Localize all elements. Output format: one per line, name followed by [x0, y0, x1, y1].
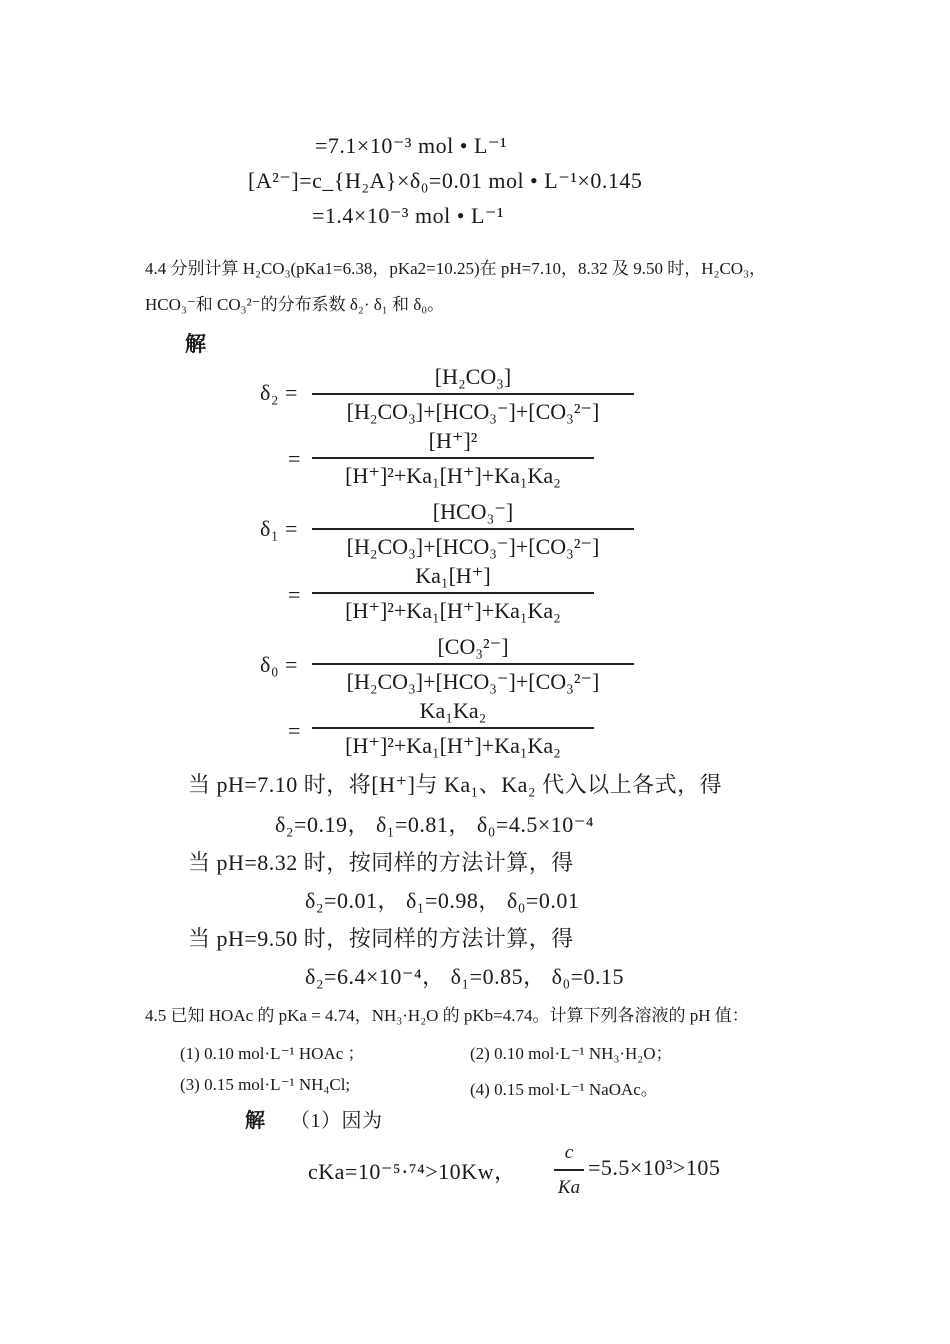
delta2-fraction	[312, 364, 634, 425]
problem-4-5-item: (4) 0.15 mol·L⁻¹ NaOAc。	[470, 1080, 658, 1099]
fraction-numerator: c	[564, 1142, 574, 1163]
result-ph1-values: δ₂=0.19， δ₁=0.81， δ₀=4.5×10⁻⁴	[275, 812, 595, 837]
delta1-fraction-k	[312, 563, 594, 624]
problem-4-5-item: (3) 0.15 mol·L⁻¹ NH₄Cl;	[180, 1075, 351, 1094]
fraction-denominator: [H₂CO₃]+[HCO₃⁻]+[CO₃²⁻]	[346, 398, 600, 424]
fraction-bar	[554, 1169, 584, 1171]
fraction-bar	[312, 663, 634, 665]
final-fraction	[554, 1140, 584, 1201]
solution-step: （1）因为	[290, 1110, 383, 1132]
fraction-numerator: Ka₁[H⁺]	[415, 563, 491, 588]
equation-line: =7.1×10⁻³ mol • L⁻¹	[315, 133, 508, 158]
fraction-numerator: [H⁺]²	[428, 428, 478, 453]
fraction-numerator: [CO₃²⁻]	[437, 634, 509, 659]
fraction-bar	[312, 528, 634, 530]
fraction-denominator: Ka	[557, 1176, 581, 1198]
final-equation-right: =5.5×10³>105	[588, 1155, 721, 1180]
problem-4-4-line1: 4.4 分别计算 H₂CO₃(pKa1=6.38，pKa2=10.25)在 pH=7.10，8.32 及 9.50 时，H₂CO₃，	[145, 259, 766, 278]
delta1-fraction	[312, 499, 634, 560]
delta2-fraction-k	[312, 428, 594, 489]
fraction-denominator: [H⁺]²+Ka₁[H⁺]+Ka₁Ka₂	[345, 597, 561, 623]
delta0-fraction-k	[312, 698, 594, 759]
fraction-denominator: [H⁺]²+Ka₁[H⁺]+Ka₁Ka₂	[345, 732, 561, 758]
delta1-label: δ₁ =	[260, 516, 298, 541]
fraction-numerator: Ka₁Ka₂	[419, 698, 487, 723]
problem-4-5-item: (1) 0.10 mol·L⁻¹ HOAc ；	[180, 1044, 365, 1063]
equals-sign: =	[288, 582, 301, 607]
result-ph2-values: δ₂=0.01， δ₁=0.98， δ₀=0.01	[305, 888, 580, 913]
equation-line: =1.4×10⁻³ mol • L⁻¹	[312, 203, 505, 228]
problem-4-5-item: (2) 0.10 mol·L⁻¹ NH₃·H₂O；	[470, 1044, 673, 1063]
delta0-fraction	[312, 634, 634, 695]
solution-label: 解	[245, 1110, 265, 1132]
fraction-bar	[312, 457, 594, 459]
fraction-bar	[312, 393, 634, 395]
final-equation-left: cKa=10⁻⁵·⁷⁴>10Kw，	[308, 1159, 517, 1184]
fraction-numerator: [H₂CO₃]	[434, 364, 512, 389]
equals-sign: =	[288, 446, 301, 471]
fraction-denominator: [H₂CO₃]+[HCO₃⁻]+[CO₃²⁻]	[346, 668, 600, 694]
fraction-bar	[312, 727, 594, 729]
result-ph2-text: 当 pH=8.32 时，按同样的方法计算，得	[188, 850, 574, 875]
delta0-label: δ₀ =	[260, 652, 298, 677]
problem-4-5-line1: 4.5 已知 HOAc 的 pKa = 4.74，NH₃·H₂O 的 pKb=4.74。计算下列各溶液的 pH 值：	[145, 1006, 749, 1025]
fraction-numerator: [HCO₃⁻]	[432, 499, 514, 524]
fraction-bar	[312, 592, 594, 594]
equation-line: [A²⁻]=c_{H₂A}×δ₀=0.01 mol • L⁻¹×0.145	[248, 168, 643, 193]
problem-4-4-line2: HCO₃⁻和 CO₃²⁻的分布系数 δ₂· δ₁ 和 δ₀。	[145, 295, 445, 314]
fraction-denominator: [H⁺]²+Ka₁[H⁺]+Ka₁Ka₂	[345, 462, 561, 488]
delta2-label: δ₂ =	[260, 380, 298, 405]
result-ph3-values: δ₂=6.4×10⁻⁴， δ₁=0.85， δ₀=0.15	[305, 964, 625, 989]
result-ph1-text: 当 pH=7.10 时，将[H⁺]与 Ka₁、Ka₂ 代入以上各式，得	[188, 772, 723, 797]
fraction-denominator: [H₂CO₃]+[HCO₃⁻]+[CO₃²⁻]	[346, 533, 600, 559]
equals-sign: =	[288, 718, 301, 743]
solution-label: 解	[185, 332, 206, 356]
result-ph3-text: 当 pH=9.50 时，按同样的方法计算，得	[188, 926, 574, 951]
